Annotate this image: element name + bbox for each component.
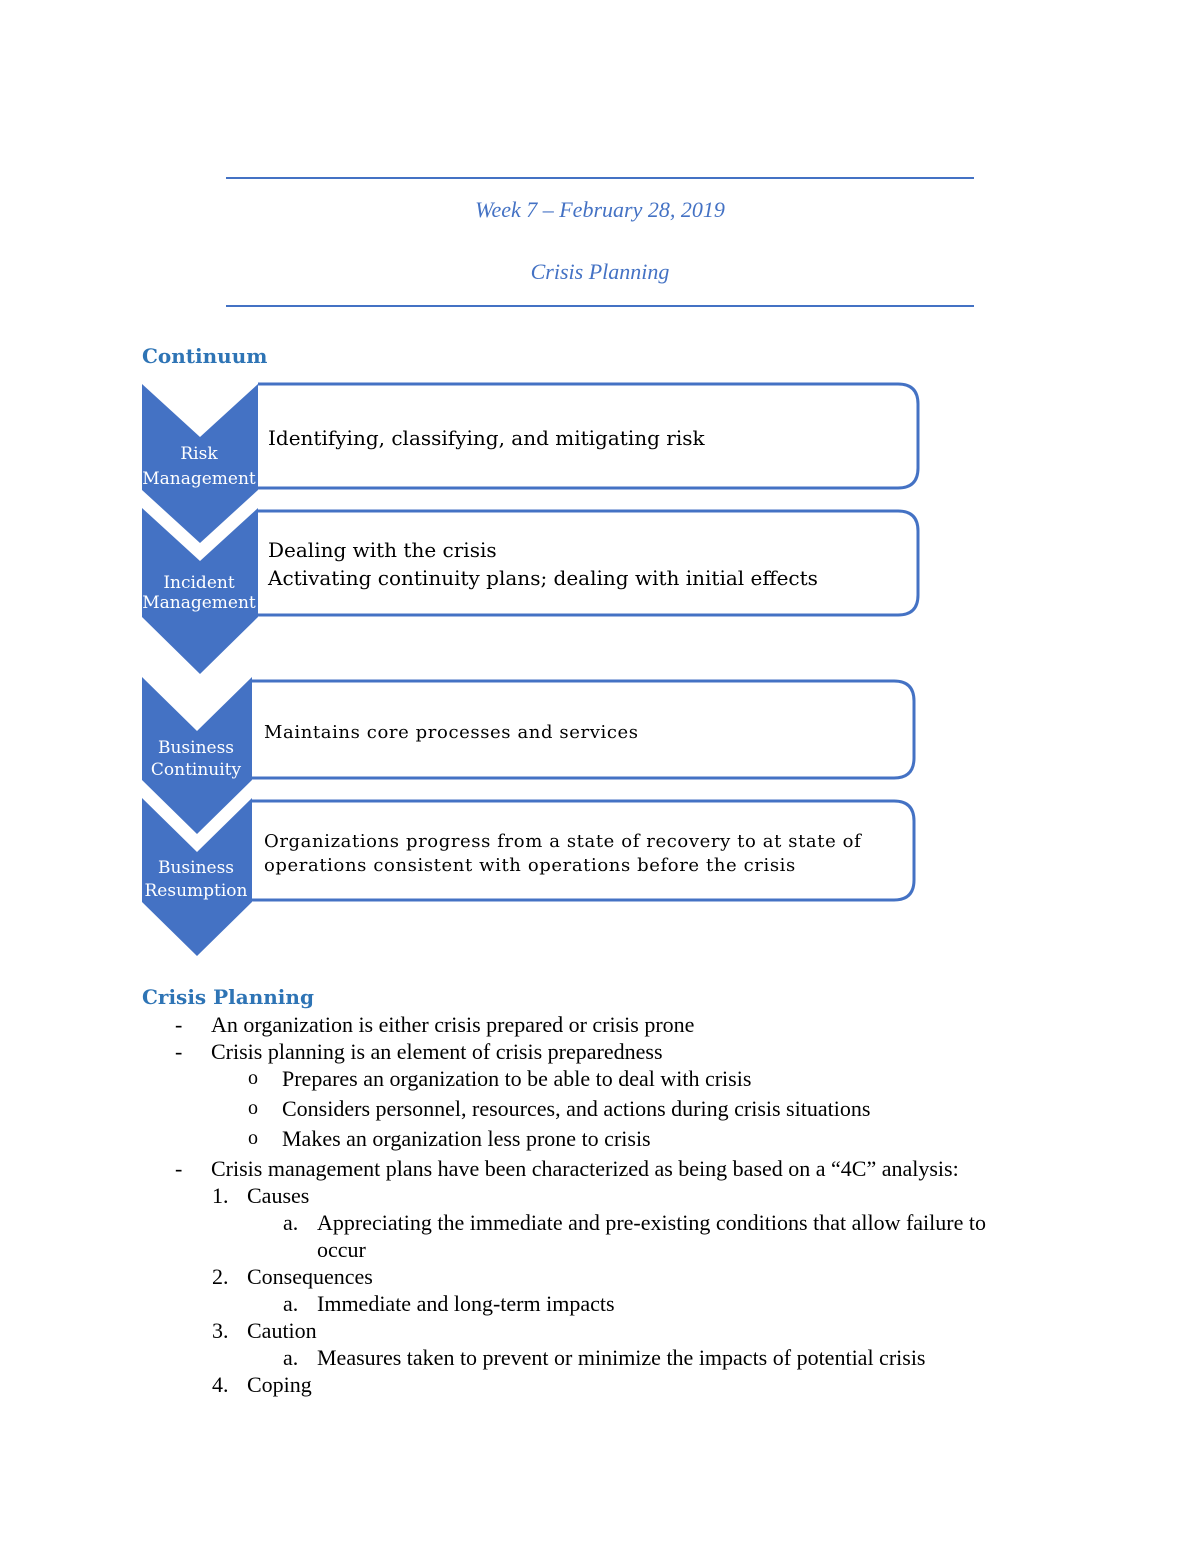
stage-incident-management	[142, 508, 918, 674]
stage-label-line2: Resumption	[144, 881, 248, 901]
list-item-text: Prepares an organization to be able to deal with crisis	[282, 1066, 752, 1091]
dash-marker: -	[175, 1012, 183, 1037]
number-marker: 1.	[212, 1183, 229, 1208]
crisis-planning-heading: Crisis Planning	[142, 985, 314, 1009]
list-item-text: Appreciating the immediate and pre-existing conditions that allow failure to occur	[317, 1210, 986, 1262]
list-item	[0, 1344, 1200, 1371]
stage-label-line1: Business	[157, 738, 235, 758]
list-item-text: Considers personnel, resources, and actions during crisis situations	[282, 1096, 871, 1121]
stage-label-line1: Incident	[163, 573, 235, 593]
letter-marker: a.	[283, 1345, 299, 1370]
number-marker: 3.	[212, 1318, 229, 1343]
header-date: Week 7 – February 28, 2019	[475, 197, 725, 222]
stage-box	[258, 511, 918, 615]
stage-desc-line1: Identifying, classifying, and mitigating risk	[268, 426, 705, 450]
stage-desc-line1: Dealing with the crisis	[268, 538, 497, 562]
header-topic: Crisis Planning	[530, 259, 670, 284]
list-item-text: Measures taken to prevent or minimize the impacts of potential crisis	[317, 1345, 926, 1370]
letter-marker: a.	[283, 1210, 299, 1235]
list-item-text: Causes	[247, 1183, 310, 1208]
number-marker: 4.	[212, 1372, 229, 1397]
stage-label-line2: Management	[142, 593, 256, 613]
stage-label-line1: Risk	[180, 444, 218, 464]
stage-desc-line2: operations consistent with operations before the crisis	[264, 855, 796, 876]
list-item	[0, 1095, 1200, 1125]
list-item	[0, 1290, 1200, 1317]
list-item	[0, 1011, 1200, 1038]
list-item-text: Coping	[247, 1372, 312, 1397]
circle-marker: o	[248, 1097, 258, 1119]
list-item-text: An organization is either crisis prepared or crisis prone	[211, 1012, 695, 1037]
stage-label-line2: Management	[142, 469, 256, 489]
list-item	[0, 1263, 1200, 1290]
list-item-text: Caution	[247, 1318, 317, 1343]
list-item-text: Immediate and long-term impacts	[317, 1291, 615, 1316]
list-item	[0, 1317, 1200, 1344]
stage-label-line2: Continuity	[150, 760, 242, 780]
stage-desc-line1: Maintains core processes and services	[264, 722, 639, 743]
continuum-heading: Continuum	[142, 344, 268, 368]
circle-marker: o	[248, 1067, 258, 1089]
list-item	[0, 1371, 1200, 1398]
letter-marker: a.	[283, 1291, 299, 1316]
stage-desc-line2: Activating continuity plans; dealing with initial effects	[268, 566, 818, 590]
stage-business-resumption	[142, 798, 914, 956]
list-item	[0, 1065, 1200, 1095]
dash-marker: -	[175, 1039, 183, 1064]
stage-desc-line1: Organizations progress from a state of recovery to at state of	[264, 831, 862, 852]
list-item	[0, 1155, 1200, 1182]
list-item-text: Makes an organization less prone to crisis	[282, 1126, 651, 1151]
list-item	[0, 1182, 1200, 1209]
list-item-text: Crisis management plans have been characterized as being based on a “4C” analysis:	[211, 1156, 959, 1181]
list-item	[0, 1209, 1200, 1263]
list-item-text: Consequences	[247, 1264, 373, 1289]
crisis-planning-list	[0, 1011, 1200, 1398]
number-marker: 2.	[212, 1264, 229, 1289]
list-item-text: Crisis planning is an element of crisis preparedness	[211, 1039, 663, 1064]
circle-marker: o	[248, 1127, 258, 1149]
stage-label-line1: Business	[157, 858, 235, 878]
dash-marker: -	[175, 1156, 183, 1181]
list-item	[0, 1038, 1200, 1065]
list-item	[0, 1125, 1200, 1155]
